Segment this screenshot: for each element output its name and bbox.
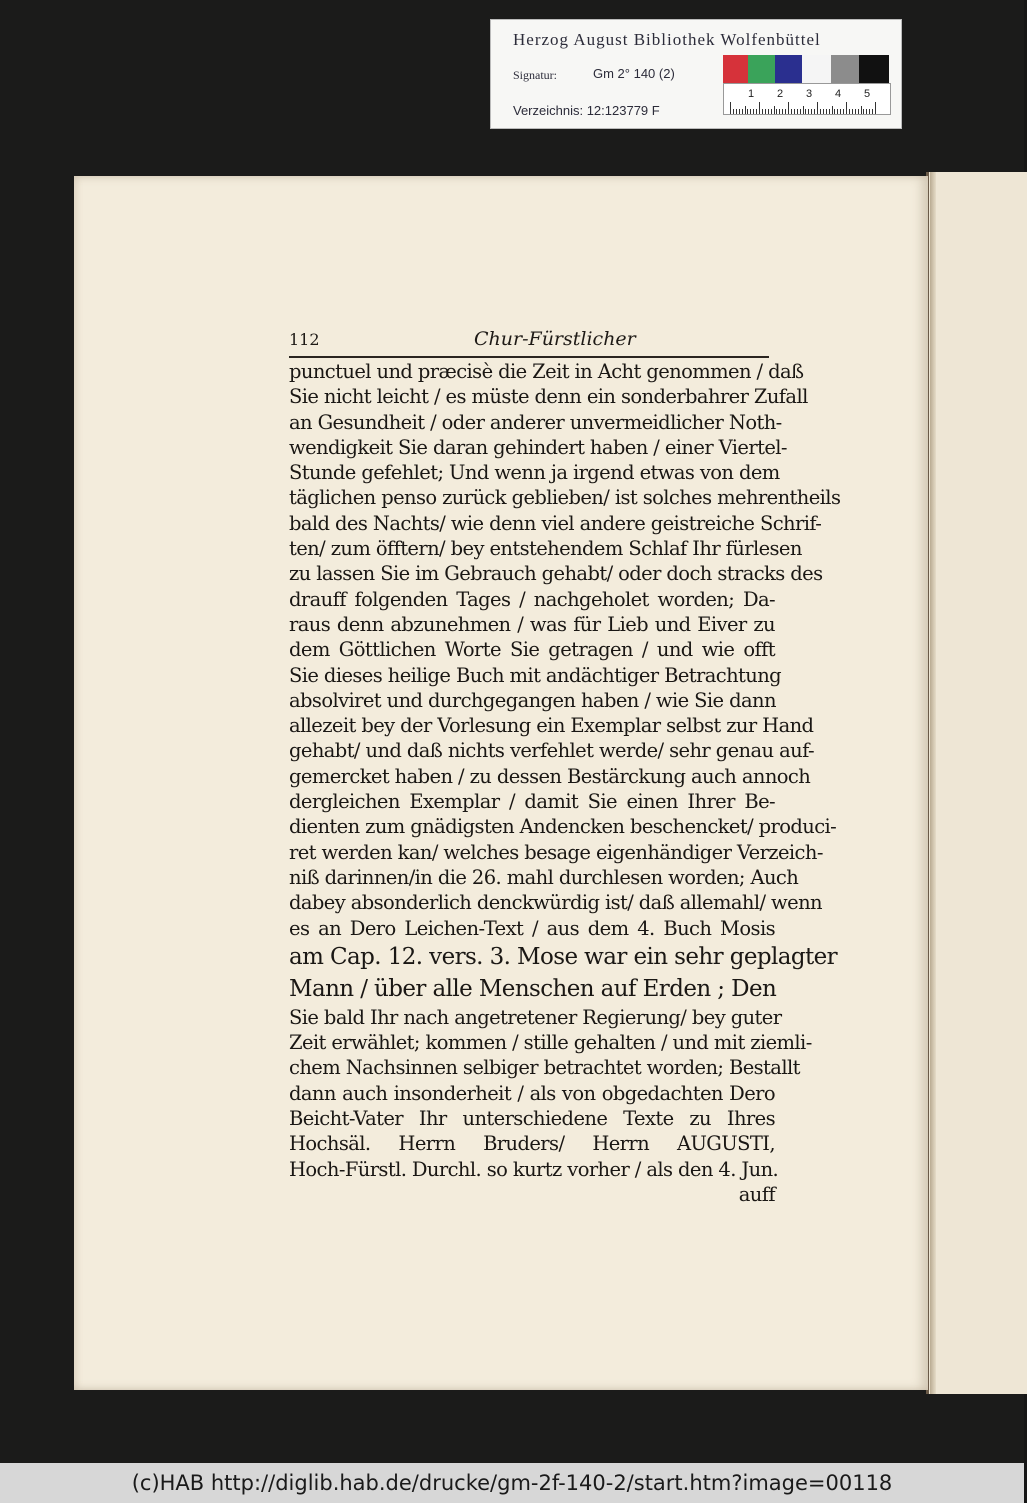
scale-ruler: [723, 83, 891, 115]
ruler-tick: [756, 109, 757, 114]
text-line: absolviret und durchgegangen haben / wie Sie dann: [289, 688, 776, 712]
ruler-number: 3: [806, 88, 813, 100]
ruler-tick: [814, 109, 815, 114]
color-swatch-gray: [831, 55, 859, 83]
ruler-tick: [768, 109, 769, 114]
running-header: [289, 330, 769, 358]
ruler-tick: [826, 109, 827, 114]
ruler-tick: [750, 109, 751, 114]
ruler-tick: [846, 102, 847, 114]
ruler-tick: [803, 106, 804, 114]
ruler-tick: [855, 109, 856, 114]
text-line: gemercket haben / zu dessen Bestärckung auch annoch: [289, 764, 811, 788]
body-text: [289, 359, 841, 1207]
ruler-tick: [843, 109, 844, 114]
text-line: raus denn abzunehmen / was für Lieb und Eiver zu: [289, 612, 775, 636]
ruler-tick: [771, 109, 772, 114]
ruler-number: 2: [777, 88, 784, 100]
ruler-tick: [739, 109, 740, 114]
ruler-tick: [852, 109, 853, 114]
catchword: auff: [738, 1182, 775, 1206]
ruler-tick: [745, 106, 746, 114]
ruler-number: 1: [748, 88, 755, 100]
text-line: ten/ zum öfftern/ bey entstehendem Schlaf Ihr fürlesen: [289, 537, 802, 561]
ruler-tick: [762, 109, 763, 114]
text-line-emphasis: am Cap. 12. vers. 3. Mose war ein sehr geplagter: [289, 943, 838, 970]
ruler-tick: [742, 109, 743, 114]
ruler-tick: [730, 102, 731, 114]
text-line: täglichen penso zurück geblieben/ ist solches mehrentheils: [289, 486, 841, 510]
text-line: drauff folgenden Tages / nachgeholet worden; Da-: [289, 587, 775, 611]
signatur-label: Signatur:: [513, 68, 557, 82]
text-line: niß darinnen/in die 26. mahl durchlesen worden; Auch: [289, 865, 799, 889]
color-swatch-red: [723, 55, 748, 83]
text-line: Stunde gefehlet; Und wenn ja irgend etwas von dem: [289, 461, 780, 485]
ruler-number: 5: [864, 88, 871, 100]
text-line: an Gesundheit / oder anderer unvermeidlicher Noth-: [289, 410, 782, 434]
ruler-tick: [823, 109, 824, 114]
ruler-tick: [779, 109, 780, 114]
copyright-url: (c)HAB http://diglib.hab.de/drucke/gm-2f-140-2/start.htm?image=00118: [131, 1471, 893, 1495]
text-line: bald des Nachts/ wie denn viel andere geistreiche Schrif-: [289, 511, 822, 535]
ruler-tick: [794, 109, 795, 114]
text-line: Sie bald Ihr nach angetretener Regierung/ bey guter: [289, 1005, 782, 1029]
ruler-tick: [805, 109, 806, 114]
ruler-tick: [800, 109, 801, 114]
ruler-tick: [820, 109, 821, 114]
color-swatch-black: [859, 55, 889, 83]
facing-page-edge: [926, 172, 1027, 1394]
ruler-tick: [834, 109, 835, 114]
text-line: dienten zum gnädigsten Andencken beschencket/ produci-: [289, 815, 837, 839]
ruler-tick: [837, 109, 838, 114]
text-line: gehabt/ und daß nichts verfehlet werde/ sehr genau auf-: [289, 739, 814, 763]
page-number: 112: [289, 330, 320, 349]
ruler-tick: [849, 109, 850, 114]
ruler-tick: [858, 109, 859, 114]
ruler-tick: [785, 109, 786, 114]
ruler-tick: [774, 106, 775, 114]
ruler-tick: [829, 109, 830, 114]
color-swatch-green: [748, 55, 775, 83]
text-line: ret werden kan/ welches besage eigenhändiger Verzeich-: [289, 840, 823, 864]
ruler-tick: [788, 102, 789, 114]
ruler-tick: [791, 109, 792, 114]
text-line: punctuel und præcisè die Zeit in Acht genommen / daß: [289, 360, 804, 383]
text-line: Hoch-Fürstl. Durchl. so kurtz vorher / als den 4. Jun.: [289, 1157, 779, 1181]
ruler-tick: [817, 102, 818, 114]
ruler-tick: [759, 102, 760, 114]
text-line: Sie dieses heilige Buch mit andächtiger Betrachtung: [289, 663, 782, 687]
text-line: dergleichen Exemplar / damit Sie einen Ihrer Be-: [289, 790, 775, 814]
ruler-tick: [861, 106, 862, 114]
text-line: Zeit erwählet; kommen / stille gehalten / und mit ziemli-: [289, 1031, 812, 1055]
ruler-tick: [733, 109, 734, 114]
ruler-tick: [797, 109, 798, 114]
ruler-tick: [875, 102, 876, 114]
text-line: chem Nachsinnen selbiger betrachtet worden; Bestallt: [289, 1056, 800, 1080]
ruler-tick: [782, 109, 783, 114]
ruler-tick: [869, 109, 870, 114]
ruler-tick: [765, 109, 766, 114]
text-line: es an Dero Leichen-Text / aus dem 4. Buch Mosis: [289, 916, 775, 940]
library-name: Herzog August Bibliothek Wolfenbüttel: [513, 30, 821, 49]
color-swatch-blue: [775, 55, 802, 83]
color-calibration-strip: [723, 55, 889, 83]
footer-bar: [0, 1463, 1024, 1503]
text-line: dabey absonderlich denckwürdig ist/ daß allemahl/ wenn: [289, 891, 822, 915]
text-line: dann auch insonderheit / als von obgedachten Dero: [289, 1081, 775, 1105]
ruler-tick: [747, 109, 748, 114]
color-swatch-white: [802, 55, 831, 83]
text-line: Beicht-Vater Ihr unterschiedene Texte zu Ihres: [289, 1107, 775, 1131]
ruler-tick: [776, 109, 777, 114]
ruler-tick: [736, 109, 737, 114]
ruler-tick: [808, 109, 809, 114]
text-line: allezeit bey der Vorlesung ein Exemplar selbst zur Hand: [289, 714, 814, 738]
ruler-tick: [753, 109, 754, 114]
ruler-number: 4: [835, 88, 842, 100]
text-line: Sie nicht leicht / es müste denn ein sonderbahrer Zufall: [289, 385, 808, 409]
ruler-tick: [866, 109, 867, 114]
text-line-emphasis: Mann / über alle Menschen auf Erden ; Den: [289, 975, 777, 1002]
signatur-value: Gm 2° 140 (2): [593, 66, 675, 81]
ruler-tick: [872, 109, 873, 114]
running-head-title: Chur-Fürstlicher: [474, 328, 636, 350]
library-label-card: [490, 19, 902, 129]
ruler-tick: [863, 109, 864, 114]
text-line: Hochsäl. Herrn Bruders/ Herrn AUGUSTI,: [289, 1132, 775, 1156]
ruler-tick: [840, 109, 841, 114]
ruler-tick: [832, 106, 833, 114]
facing-page-gutter: [930, 172, 936, 1394]
text-line: dem Göttlichen Worte Sie getragen / und wie offt: [289, 638, 775, 662]
text-line: wendigkeit Sie daran gehindert haben / einer Viertel-: [289, 435, 787, 459]
verzeichnis-text: Verzeichnis: 12:123779 F: [513, 103, 660, 118]
text-line: zu lassen Sie im Gebrauch gehabt/ oder doch stracks des: [289, 562, 823, 586]
ruler-tick: [811, 109, 812, 114]
